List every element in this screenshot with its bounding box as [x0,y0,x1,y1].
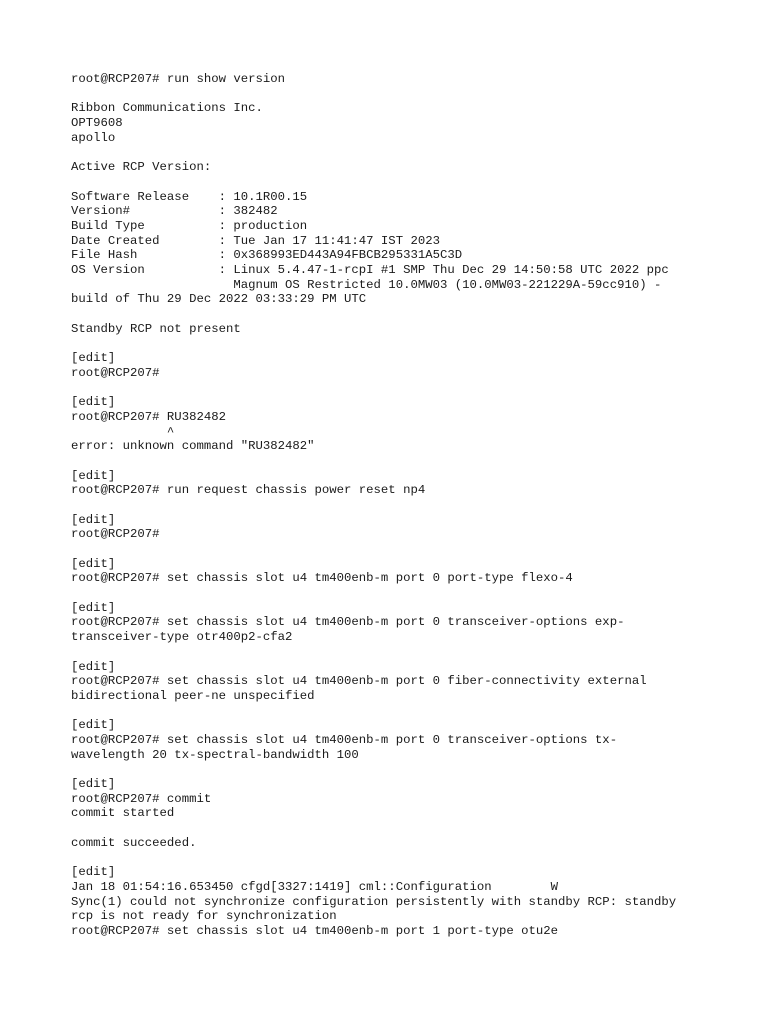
blank-line [71,380,731,395]
command-line: root@RCP207# commit [71,791,212,806]
edit-marker: [edit] [71,512,116,527]
output-line: Standby RCP not present [71,321,241,336]
blank-line [71,704,731,719]
output-line: rcp is not ready for synchronization [71,909,337,924]
edit-marker: [edit] [71,600,116,615]
output-line: Magnum OS Restricted 10.0MW03 (10.0MW03-221229A-59cc910) - [71,277,662,292]
output-line: apollo [71,130,116,145]
edit-marker: [edit] [71,468,116,483]
output-line: Version# : 382482 [71,204,278,219]
command-line: root@RCP207# run show version [71,72,286,86]
edit-marker: [edit] [71,351,116,366]
output-line: Ribbon Communications Inc. [71,101,263,116]
output-line: bidirectional peer-ne unspecified [71,688,315,703]
output-line: commit succeeded. [71,835,197,850]
command-line: root@RCP207# [71,365,160,380]
blank-line [71,586,731,601]
output-line: ^ [71,424,175,439]
error-message: error: unknown command "RU382482" [71,439,315,454]
edit-marker: [edit] [71,395,116,410]
output-line: Software Release : 10.1R00.15 [71,189,308,204]
edit-marker: [edit] [71,777,116,791]
output-line: Jan 18 01:54:16.653450 cfgd[3327:1419] cml::Configuration W [71,879,559,894]
edit-marker: [edit] [71,865,116,880]
blank-line [71,645,731,660]
blank-line [71,821,731,836]
command-line: root@RCP207# set chassis slot u4 tm400enb-m port 0 transceiver-options exp- [71,615,625,630]
blank-line [71,87,731,102]
output-line: build of Thu 29 Dec 2022 03:33:29 PM UTC [71,292,367,307]
edit-marker: [edit] [71,556,116,571]
command-line: root@RCP207# set chassis slot u4 tm400enb-m port 0 fiber-connectivity external [71,674,647,689]
output-line: commit started [71,806,175,821]
command-line: root@RCP207# RU382482 [71,409,226,424]
blank-line [71,307,731,322]
blank-line [71,145,731,160]
terminal-transcript [71,72,731,939]
output-line: Build Type : production [71,218,308,233]
output-line: Date Created : Tue Jan 17 11:41:47 IST 2023 [71,233,440,248]
command-line: root@RCP207# run request chassis power reset np4 [71,483,426,498]
blank-line [71,850,731,865]
command-line: root@RCP207# [71,527,160,542]
blank-line [71,454,731,469]
command-line: root@RCP207# set chassis slot u4 tm400enb-m port 0 transceiver-options tx- [71,732,618,747]
output-line: wavelength 20 tx-spectral-bandwidth 100 [71,747,359,762]
command-line: root@RCP207# set chassis slot u4 tm400enb-m port 1 port-type otu2e [71,923,559,938]
blank-line [71,175,731,190]
output-line: File Hash : 0x368993ED443A94FBCB295331A5C3D [71,248,463,263]
output-line: transceiver-type otr400p2-cfa2 [71,630,293,645]
edit-marker: [edit] [71,659,116,674]
command-line: root@RCP207# set chassis slot u4 tm400enb-m port 0 port-type flexo-4 [71,571,573,586]
blank-line [71,542,731,557]
output-line: Sync(1) could not synchronize configuration persistently with standby RCP: standby [71,894,677,909]
output-line: OPT9608 [71,116,123,131]
blank-line [71,762,731,777]
edit-marker: [edit] [71,718,116,733]
blank-line [71,498,731,513]
blank-line [71,336,731,351]
output-line: OS Version : Linux 5.4.47-1-rcpI #1 SMP Thu Dec 29 14:50:58 UTC 2022 ppc [71,262,669,277]
output-line: Active RCP Version: [71,160,212,175]
